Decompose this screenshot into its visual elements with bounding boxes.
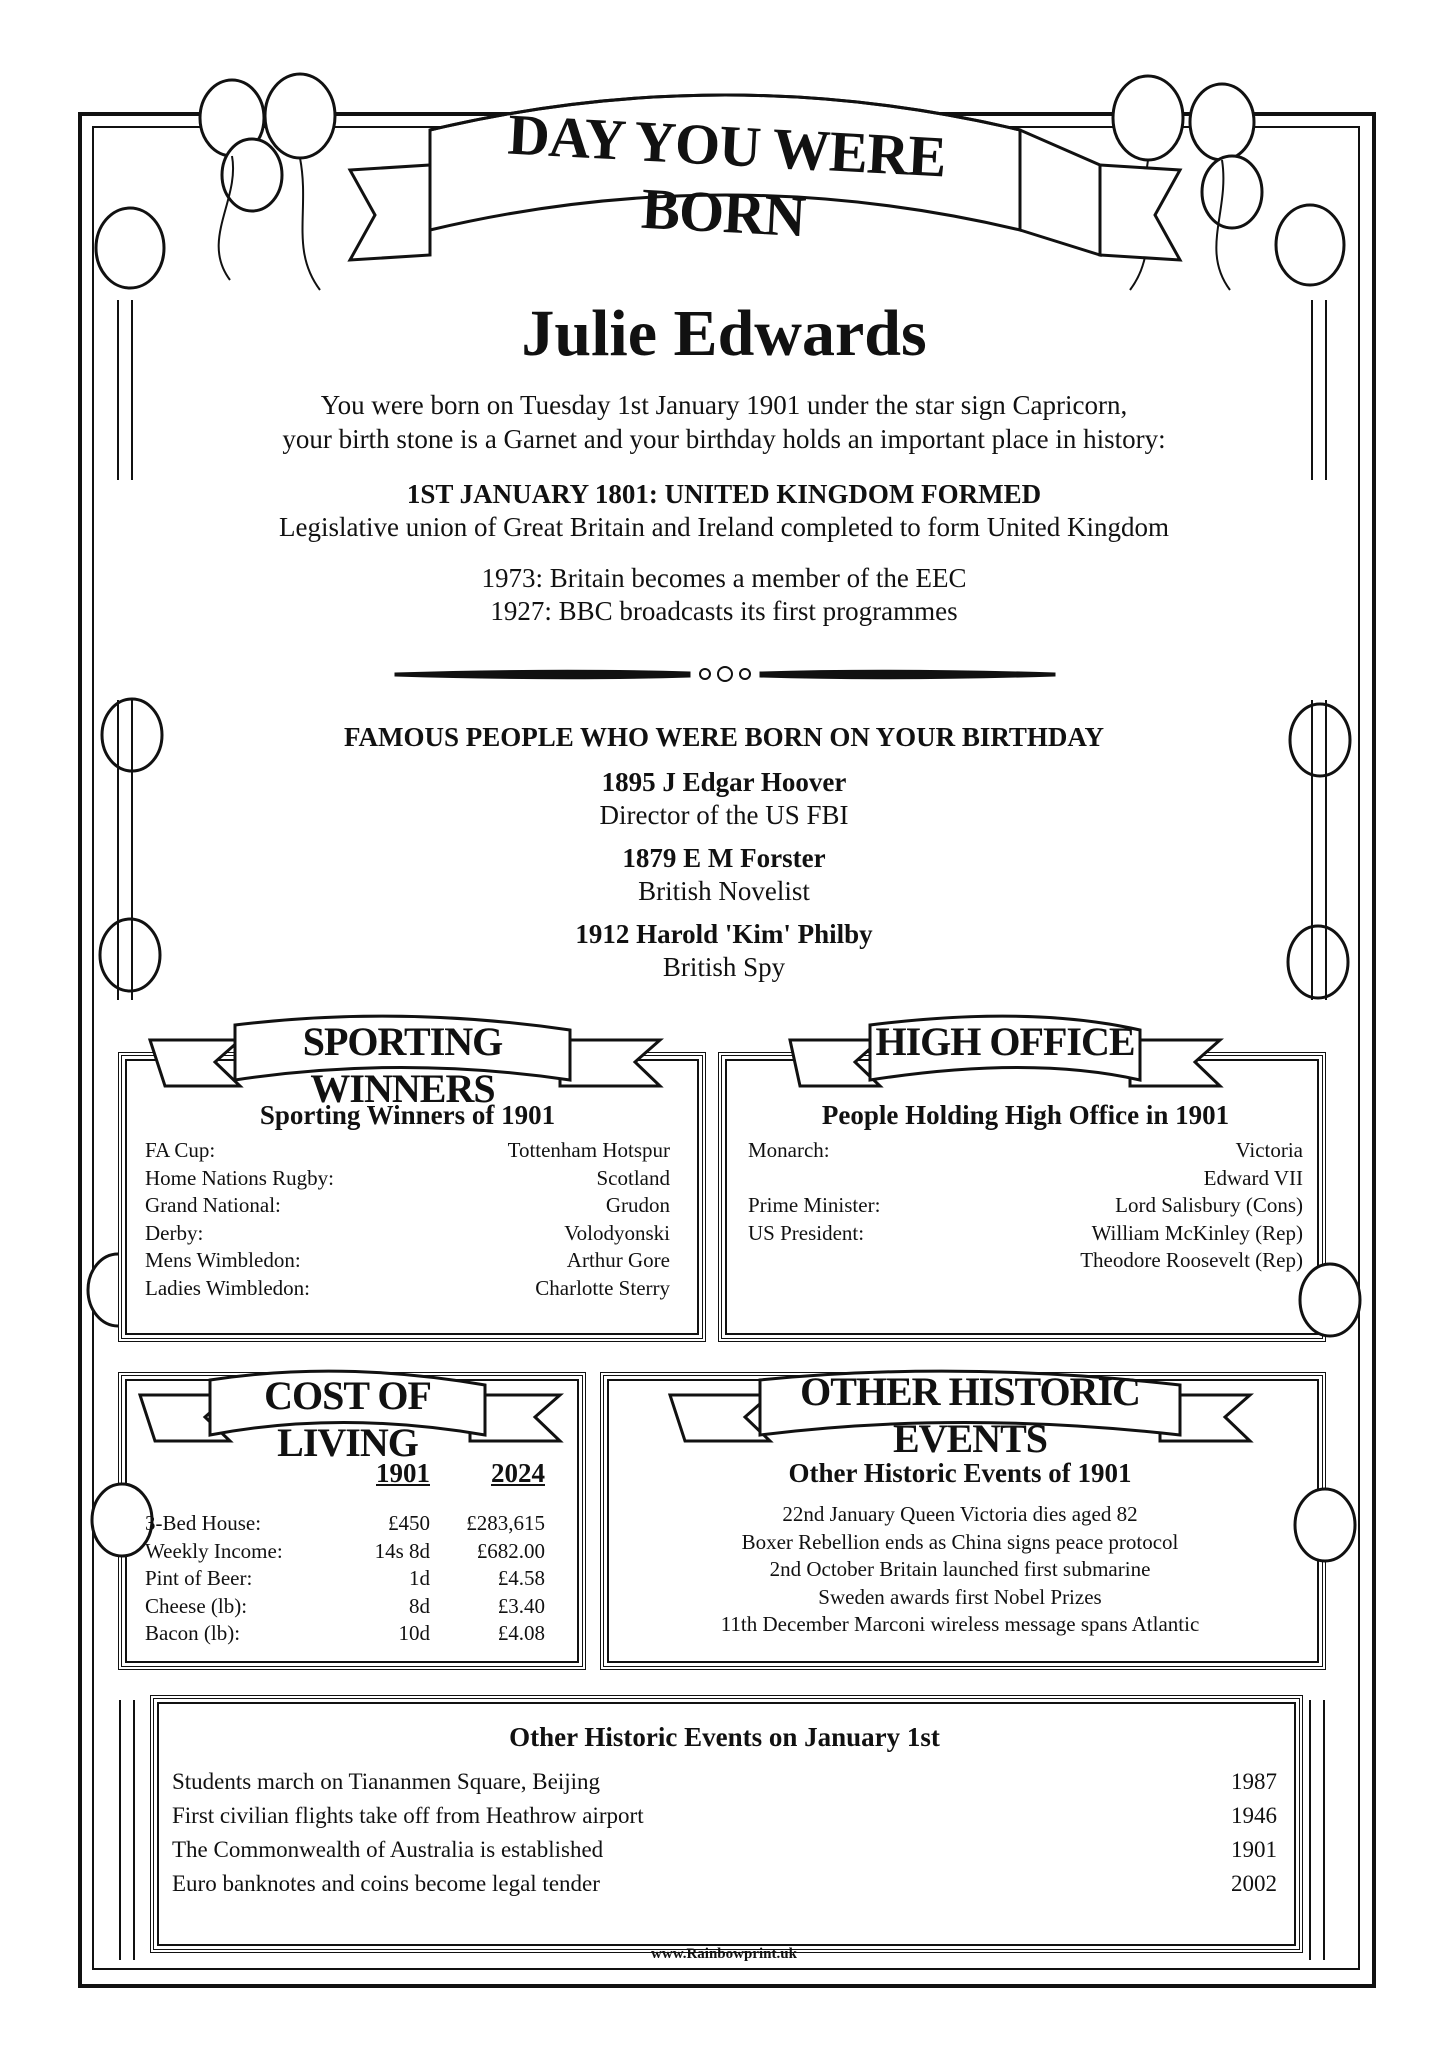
sporting-title: Sporting Winners of 1901 [259,1100,556,1130]
office-title: People Holding High Office in 1901 [821,1100,1230,1130]
office-row: Prime Minister: Lord Salisbury (Cons) [748,1193,1303,1217]
famous-title: FAMOUS PEOPLE WHO WERE BORN ON YOUR BIRTHDAY [344,722,1104,752]
cost-row: 3-Bed House: £450 £283,615 [145,1511,545,1535]
office-row: Theodore Roosevelt (Rep) [1080,1248,1303,1272]
famous-person-name: 1912 Harold 'Kim' Philby [575,919,873,949]
sporting-content [145,1100,670,1302]
other-title: Other Historic Events of 1901 [788,1458,1132,1488]
sporting-row: FA Cup: Tottenham Hotspur [145,1138,670,1162]
sporting-banner: SPORTING WINNERS [302,1019,503,1111]
cost-row: Cheese (lb): 8d £3.40 [145,1593,545,1618]
famous-person-desc: British Novelist [638,876,810,906]
sporting-row: Derby: Volodyonski [145,1220,670,1245]
cost-row: Weekly Income: 14s 8d £682.00 [145,1538,545,1563]
january-event: The Commonwealth of Australia is established 1901 [172,1837,1277,1862]
january-event: Students march on Tiananmen Square, Beijing 1987 [172,1769,1277,1794]
cost-row: Pint of Beer: 1d £4.58 [145,1566,545,1590]
other-event: 11th December Marconi wireless message spans Atlantic [720,1612,1200,1636]
sporting-row: Ladies Wimbledon: Charlotte Sterry [145,1275,670,1300]
person-name: Julie Edwards [521,297,927,370]
other-banner: OTHER HISTORIC EVENTS [800,1369,1140,1461]
other-content [620,1458,1300,1639]
other-event: 2nd October Britain launched first submarine [769,1557,1151,1581]
sporting-row: Mens Wimbledon: Arthur Gore [145,1248,670,1272]
header-banner: DAY YOU WERE BORN [506,101,948,250]
intro-line-2: your birth stone is a Garnet and your birthday holds an important place in history: [282,424,1166,454]
january-event: Euro banknotes and coins become legal tender 2002 [172,1871,1277,1896]
famous-person-name: 1895 J Edgar Hoover [601,767,847,797]
sporting-row: Home Nations Rugby: Scotland [145,1165,670,1190]
history-headline: 1ST JANUARY 1801: UNITED KINGDOM FORMED [406,479,1042,509]
history-event: 1927: BBC broadcasts its first programmes [490,596,958,626]
history-event: 1973: Britain becomes a member of the EEC [481,563,967,593]
office-banner: HIGH OFFICE [875,1019,1135,1064]
cost-banner: COST OF LIVING [264,1373,431,1465]
history-headline-detail: Legislative union of Great Britain and Ireland completed to form United Kingdom [278,512,1169,542]
office-content [748,1100,1303,1275]
cost-year-then: 1901 [376,1458,430,1488]
other-event: 22nd January Queen Victoria dies aged 82 [782,1502,1138,1526]
famous-person-desc: Director of the US FBI [599,800,849,830]
other-event: Boxer Rebellion ends as China signs peace protocol [741,1529,1179,1554]
office-row: Edward VII [1203,1165,1303,1190]
intro-line-1: You were born on Tuesday 1st January 1901 under the star sign Capricorn, [320,390,1128,420]
footer-website: www.Rainbowprint.uk [651,1946,797,1962]
cost-row: Bacon (lb): 10d £4.08 [145,1621,545,1645]
cost-year-now: 2024 [491,1458,545,1488]
famous-person-name: 1879 E M Forster [622,843,826,873]
office-row: Monarch: Victoria [748,1138,1303,1162]
office-row: US President: William McKinley (Rep) [748,1220,1303,1245]
january-content [172,1722,1277,1901]
other-event: Sweden awards first Nobel Prizes [818,1584,1102,1609]
sporting-row: Grand National: Grudon [145,1193,670,1217]
january-title: Other Historic Events on January 1st [509,1722,940,1752]
january-event: First civilian flights take off from Heathrow airport 1946 [172,1803,1277,1828]
cost-content [145,1458,555,1648]
famous-person-desc: British Spy [662,952,786,982]
